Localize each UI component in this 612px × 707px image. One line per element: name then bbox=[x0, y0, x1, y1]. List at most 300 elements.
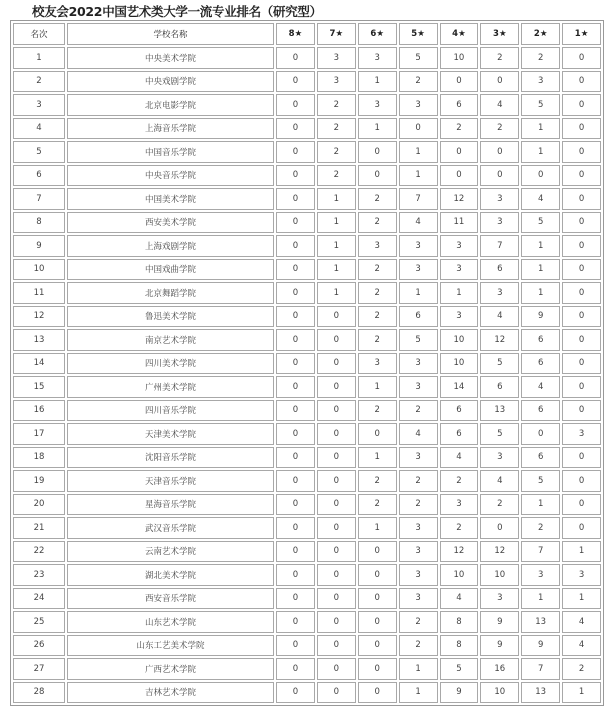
7-star-count: 2 bbox=[317, 118, 356, 140]
5-star-count: 2 bbox=[399, 400, 438, 422]
4-star-count: 11 bbox=[440, 212, 479, 234]
5-star-count: 1 bbox=[399, 282, 438, 304]
school-name-cell: 广西艺术学院 bbox=[67, 658, 274, 680]
3-star-count: 12 bbox=[480, 329, 519, 351]
6-star-count: 2 bbox=[358, 282, 397, 304]
8-star-count: 0 bbox=[276, 259, 315, 281]
5-star-count: 5 bbox=[399, 329, 438, 351]
rank-cell: 23 bbox=[13, 564, 65, 586]
3-star-count: 6 bbox=[480, 376, 519, 398]
4-star-count: 0 bbox=[440, 165, 479, 187]
table-row bbox=[13, 400, 601, 422]
5-star-count: 2 bbox=[399, 71, 438, 93]
2-star-count: 4 bbox=[521, 376, 560, 398]
6-star-count: 2 bbox=[358, 212, 397, 234]
2-star-count: 2 bbox=[521, 517, 560, 539]
8-star-count: 0 bbox=[276, 611, 315, 633]
4-star-count: 6 bbox=[440, 400, 479, 422]
rank-cell: 4 bbox=[13, 118, 65, 140]
7-star-count: 0 bbox=[317, 564, 356, 586]
3-star-count: 4 bbox=[480, 470, 519, 492]
1-star-count: 0 bbox=[562, 71, 601, 93]
7-star-count: 0 bbox=[317, 635, 356, 657]
3-star-count: 3 bbox=[480, 447, 519, 469]
8-star-count: 0 bbox=[276, 141, 315, 163]
7-star-count: 1 bbox=[317, 235, 356, 257]
school-name-cell: 上海音乐学院 bbox=[67, 118, 274, 140]
table-row bbox=[13, 259, 601, 281]
7-star-count: 0 bbox=[317, 658, 356, 680]
3-star-count: 13 bbox=[480, 400, 519, 422]
7-star-count: 0 bbox=[317, 611, 356, 633]
7-star-count: 3 bbox=[317, 71, 356, 93]
1-star-count: 0 bbox=[562, 47, 601, 69]
header-6-star: 6★ bbox=[358, 23, 397, 45]
7-star-count: 0 bbox=[317, 306, 356, 328]
school-name-cell: 山东工艺美术学院 bbox=[67, 635, 274, 657]
school-name-cell: 天津美术学院 bbox=[67, 423, 274, 445]
8-star-count: 0 bbox=[276, 564, 315, 586]
3-star-count: 0 bbox=[480, 517, 519, 539]
5-star-count: 3 bbox=[399, 564, 438, 586]
3-star-count: 0 bbox=[480, 165, 519, 187]
7-star-count: 0 bbox=[317, 541, 356, 563]
4-star-count: 0 bbox=[440, 71, 479, 93]
rank-cell: 20 bbox=[13, 494, 65, 516]
2-star-count: 1 bbox=[521, 141, 560, 163]
school-name-cell: 四川音乐学院 bbox=[67, 400, 274, 422]
4-star-count: 12 bbox=[440, 541, 479, 563]
8-star-count: 0 bbox=[276, 400, 315, 422]
table-row bbox=[13, 47, 601, 69]
8-star-count: 0 bbox=[276, 329, 315, 351]
1-star-count: 0 bbox=[562, 212, 601, 234]
school-name-cell: 西安美术学院 bbox=[67, 212, 274, 234]
school-name-cell: 四川美术学院 bbox=[67, 353, 274, 375]
school-name-cell: 吉林艺术学院 bbox=[67, 682, 274, 704]
4-star-count: 14 bbox=[440, 376, 479, 398]
1-star-count: 0 bbox=[562, 494, 601, 516]
rank-cell: 21 bbox=[13, 517, 65, 539]
3-star-count: 10 bbox=[480, 564, 519, 586]
4-star-count: 9 bbox=[440, 682, 479, 704]
8-star-count: 0 bbox=[276, 541, 315, 563]
1-star-count: 3 bbox=[562, 564, 601, 586]
1-star-count: 0 bbox=[562, 118, 601, 140]
4-star-count: 10 bbox=[440, 47, 479, 69]
3-star-count: 9 bbox=[480, 611, 519, 633]
3-star-count: 0 bbox=[480, 141, 519, 163]
table-row bbox=[13, 376, 601, 398]
4-star-count: 10 bbox=[440, 564, 479, 586]
rank-cell: 27 bbox=[13, 658, 65, 680]
5-star-count: 3 bbox=[399, 376, 438, 398]
table-row bbox=[13, 564, 601, 586]
7-star-count: 0 bbox=[317, 329, 356, 351]
school-name-cell: 中央戏剧学院 bbox=[67, 71, 274, 93]
8-star-count: 0 bbox=[276, 447, 315, 469]
6-star-count: 0 bbox=[358, 141, 397, 163]
school-name-cell: 中国音乐学院 bbox=[67, 141, 274, 163]
1-star-count: 2 bbox=[562, 658, 601, 680]
4-star-count: 12 bbox=[440, 188, 479, 210]
3-star-count: 7 bbox=[480, 235, 519, 257]
school-name-cell: 云南艺术学院 bbox=[67, 541, 274, 563]
8-star-count: 0 bbox=[276, 423, 315, 445]
6-star-count: 0 bbox=[358, 165, 397, 187]
2-star-count: 1 bbox=[521, 259, 560, 281]
table-row bbox=[13, 188, 601, 210]
5-star-count: 5 bbox=[399, 47, 438, 69]
school-name-cell: 湖北美术学院 bbox=[67, 564, 274, 586]
1-star-count: 1 bbox=[562, 541, 601, 563]
1-star-count: 0 bbox=[562, 329, 601, 351]
4-star-count: 10 bbox=[440, 353, 479, 375]
table-row bbox=[13, 494, 601, 516]
4-star-count: 6 bbox=[440, 94, 479, 116]
school-name-cell: 西安音乐学院 bbox=[67, 588, 274, 610]
7-star-count: 0 bbox=[317, 494, 356, 516]
5-star-count: 6 bbox=[399, 306, 438, 328]
2-star-count: 5 bbox=[521, 470, 560, 492]
5-star-count: 3 bbox=[399, 588, 438, 610]
2-star-count: 3 bbox=[521, 71, 560, 93]
rank-cell: 8 bbox=[13, 212, 65, 234]
5-star-count: 3 bbox=[399, 235, 438, 257]
table-row bbox=[13, 470, 601, 492]
5-star-count: 0 bbox=[399, 118, 438, 140]
8-star-count: 0 bbox=[276, 494, 315, 516]
6-star-count: 2 bbox=[358, 470, 397, 492]
5-star-count: 3 bbox=[399, 259, 438, 281]
rank-cell: 12 bbox=[13, 306, 65, 328]
5-star-count: 1 bbox=[399, 658, 438, 680]
rank-cell: 6 bbox=[13, 165, 65, 187]
3-star-count: 0 bbox=[480, 71, 519, 93]
8-star-count: 0 bbox=[276, 517, 315, 539]
7-star-count: 3 bbox=[317, 47, 356, 69]
2-star-count: 1 bbox=[521, 235, 560, 257]
3-star-count: 12 bbox=[480, 541, 519, 563]
table-row bbox=[13, 71, 601, 93]
5-star-count: 2 bbox=[399, 635, 438, 657]
4-star-count: 2 bbox=[440, 517, 479, 539]
4-star-count: 8 bbox=[440, 635, 479, 657]
school-name-cell: 上海戏剧学院 bbox=[67, 235, 274, 257]
school-name-cell: 天津音乐学院 bbox=[67, 470, 274, 492]
rank-cell: 5 bbox=[13, 141, 65, 163]
header-7-star: 7★ bbox=[317, 23, 356, 45]
5-star-count: 2 bbox=[399, 611, 438, 633]
1-star-count: 0 bbox=[562, 447, 601, 469]
4-star-count: 4 bbox=[440, 588, 479, 610]
6-star-count: 1 bbox=[358, 118, 397, 140]
6-star-count: 0 bbox=[358, 541, 397, 563]
1-star-count: 0 bbox=[562, 470, 601, 492]
school-name-cell: 北京电影学院 bbox=[67, 94, 274, 116]
8-star-count: 0 bbox=[276, 353, 315, 375]
rank-cell: 24 bbox=[13, 588, 65, 610]
3-star-count: 10 bbox=[480, 682, 519, 704]
2-star-count: 1 bbox=[521, 494, 560, 516]
8-star-count: 0 bbox=[276, 235, 315, 257]
4-star-count: 8 bbox=[440, 611, 479, 633]
5-star-count: 3 bbox=[399, 541, 438, 563]
7-star-count: 0 bbox=[317, 400, 356, 422]
table-row bbox=[13, 235, 601, 257]
6-star-count: 3 bbox=[358, 47, 397, 69]
school-name-cell: 中国美术学院 bbox=[67, 188, 274, 210]
rank-cell: 11 bbox=[13, 282, 65, 304]
4-star-count: 3 bbox=[440, 306, 479, 328]
3-star-count: 2 bbox=[480, 494, 519, 516]
school-name-cell: 山东艺术学院 bbox=[67, 611, 274, 633]
5-star-count: 7 bbox=[399, 188, 438, 210]
header-4-star: 4★ bbox=[440, 23, 479, 45]
4-star-count: 2 bbox=[440, 470, 479, 492]
5-star-count: 2 bbox=[399, 470, 438, 492]
table-row bbox=[13, 306, 601, 328]
6-star-count: 0 bbox=[358, 658, 397, 680]
7-star-count: 0 bbox=[317, 517, 356, 539]
6-star-count: 0 bbox=[358, 423, 397, 445]
school-name-cell: 中央音乐学院 bbox=[67, 165, 274, 187]
2-star-count: 4 bbox=[521, 188, 560, 210]
8-star-count: 0 bbox=[276, 94, 315, 116]
5-star-count: 1 bbox=[399, 141, 438, 163]
4-star-count: 1 bbox=[440, 282, 479, 304]
8-star-count: 0 bbox=[276, 470, 315, 492]
7-star-count: 2 bbox=[317, 165, 356, 187]
table-row bbox=[13, 611, 601, 633]
table-row bbox=[13, 282, 601, 304]
8-star-count: 0 bbox=[276, 71, 315, 93]
table-row bbox=[13, 635, 601, 657]
header-3-star: 3★ bbox=[480, 23, 519, 45]
rank-cell: 15 bbox=[13, 376, 65, 398]
6-star-count: 2 bbox=[358, 494, 397, 516]
table-row bbox=[13, 682, 601, 704]
8-star-count: 0 bbox=[276, 188, 315, 210]
6-star-count: 1 bbox=[358, 447, 397, 469]
7-star-count: 0 bbox=[317, 470, 356, 492]
6-star-count: 0 bbox=[358, 564, 397, 586]
6-star-count: 0 bbox=[358, 682, 397, 704]
2-star-count: 6 bbox=[521, 400, 560, 422]
1-star-count: 0 bbox=[562, 376, 601, 398]
1-star-count: 0 bbox=[562, 141, 601, 163]
6-star-count: 0 bbox=[358, 611, 397, 633]
3-star-count: 2 bbox=[480, 47, 519, 69]
rank-cell: 13 bbox=[13, 329, 65, 351]
table-row bbox=[13, 212, 601, 234]
2-star-count: 7 bbox=[521, 658, 560, 680]
table-row bbox=[13, 423, 601, 445]
3-star-count: 16 bbox=[480, 658, 519, 680]
1-star-count: 0 bbox=[562, 517, 601, 539]
1-star-count: 3 bbox=[562, 423, 601, 445]
table-header-row bbox=[13, 23, 601, 45]
2-star-count: 6 bbox=[521, 329, 560, 351]
1-star-count: 0 bbox=[562, 400, 601, 422]
3-star-count: 3 bbox=[480, 282, 519, 304]
3-star-count: 2 bbox=[480, 118, 519, 140]
2-star-count: 5 bbox=[521, 212, 560, 234]
7-star-count: 1 bbox=[317, 259, 356, 281]
rank-cell: 17 bbox=[13, 423, 65, 445]
3-star-count: 9 bbox=[480, 635, 519, 657]
rank-cell: 25 bbox=[13, 611, 65, 633]
8-star-count: 0 bbox=[276, 635, 315, 657]
6-star-count: 3 bbox=[358, 94, 397, 116]
7-star-count: 0 bbox=[317, 682, 356, 704]
4-star-count: 3 bbox=[440, 494, 479, 516]
table-row bbox=[13, 541, 601, 563]
3-star-count: 5 bbox=[480, 423, 519, 445]
1-star-count: 0 bbox=[562, 188, 601, 210]
table-row bbox=[13, 447, 601, 469]
5-star-count: 2 bbox=[399, 494, 438, 516]
3-star-count: 3 bbox=[480, 188, 519, 210]
2-star-count: 0 bbox=[521, 423, 560, 445]
7-star-count: 0 bbox=[317, 376, 356, 398]
7-star-count: 1 bbox=[317, 282, 356, 304]
8-star-count: 0 bbox=[276, 282, 315, 304]
8-star-count: 0 bbox=[276, 165, 315, 187]
2-star-count: 1 bbox=[521, 118, 560, 140]
table-row bbox=[13, 517, 601, 539]
5-star-count: 1 bbox=[399, 165, 438, 187]
table-row bbox=[13, 141, 601, 163]
1-star-count: 0 bbox=[562, 306, 601, 328]
7-star-count: 0 bbox=[317, 447, 356, 469]
3-star-count: 6 bbox=[480, 259, 519, 281]
header-2-star: 2★ bbox=[521, 23, 560, 45]
6-star-count: 3 bbox=[358, 235, 397, 257]
school-name-cell: 中央美术学院 bbox=[67, 47, 274, 69]
4-star-count: 5 bbox=[440, 658, 479, 680]
2-star-count: 5 bbox=[521, 94, 560, 116]
table-row bbox=[13, 353, 601, 375]
2-star-count: 6 bbox=[521, 447, 560, 469]
8-star-count: 0 bbox=[276, 118, 315, 140]
school-name-cell: 武汉音乐学院 bbox=[67, 517, 274, 539]
6-star-count: 1 bbox=[358, 376, 397, 398]
8-star-count: 0 bbox=[276, 682, 315, 704]
7-star-count: 0 bbox=[317, 423, 356, 445]
2-star-count: 13 bbox=[521, 611, 560, 633]
7-star-count: 1 bbox=[317, 188, 356, 210]
2-star-count: 6 bbox=[521, 353, 560, 375]
header-8-star: 8★ bbox=[276, 23, 315, 45]
5-star-count: 4 bbox=[399, 423, 438, 445]
7-star-count: 2 bbox=[317, 141, 356, 163]
4-star-count: 3 bbox=[440, 259, 479, 281]
1-star-count: 1 bbox=[562, 588, 601, 610]
2-star-count: 9 bbox=[521, 306, 560, 328]
7-star-count: 2 bbox=[317, 94, 356, 116]
6-star-count: 1 bbox=[358, 517, 397, 539]
rank-cell: 16 bbox=[13, 400, 65, 422]
6-star-count: 2 bbox=[358, 259, 397, 281]
page-title: 校友会2022中国艺术类大学一流专业排名（研究型） bbox=[32, 4, 322, 19]
2-star-count: 2 bbox=[521, 47, 560, 69]
1-star-count: 4 bbox=[562, 611, 601, 633]
5-star-count: 1 bbox=[399, 682, 438, 704]
rank-cell: 14 bbox=[13, 353, 65, 375]
8-star-count: 0 bbox=[276, 306, 315, 328]
8-star-count: 0 bbox=[276, 376, 315, 398]
3-star-count: 4 bbox=[480, 306, 519, 328]
school-name-cell: 广州美术学院 bbox=[67, 376, 274, 398]
6-star-count: 1 bbox=[358, 71, 397, 93]
school-name-cell: 南京艺术学院 bbox=[67, 329, 274, 351]
rank-cell: 18 bbox=[13, 447, 65, 469]
header-5-star: 5★ bbox=[399, 23, 438, 45]
8-star-count: 0 bbox=[276, 47, 315, 69]
6-star-count: 2 bbox=[358, 400, 397, 422]
6-star-count: 0 bbox=[358, 635, 397, 657]
4-star-count: 6 bbox=[440, 423, 479, 445]
1-star-count: 0 bbox=[562, 235, 601, 257]
rank-cell: 2 bbox=[13, 71, 65, 93]
6-star-count: 2 bbox=[358, 329, 397, 351]
rank-cell: 9 bbox=[13, 235, 65, 257]
2-star-count: 1 bbox=[521, 588, 560, 610]
1-star-count: 0 bbox=[562, 282, 601, 304]
4-star-count: 4 bbox=[440, 447, 479, 469]
school-name-cell: 中国戏曲学院 bbox=[67, 259, 274, 281]
3-star-count: 3 bbox=[480, 588, 519, 610]
2-star-count: 0 bbox=[521, 165, 560, 187]
ranking-table bbox=[10, 20, 604, 706]
7-star-count: 0 bbox=[317, 588, 356, 610]
5-star-count: 3 bbox=[399, 353, 438, 375]
table-row bbox=[13, 94, 601, 116]
8-star-count: 0 bbox=[276, 658, 315, 680]
table-row bbox=[13, 329, 601, 351]
2-star-count: 1 bbox=[521, 282, 560, 304]
rank-cell: 10 bbox=[13, 259, 65, 281]
rank-cell: 19 bbox=[13, 470, 65, 492]
header-rank: 名次 bbox=[13, 23, 65, 45]
school-name-cell: 北京舞蹈学院 bbox=[67, 282, 274, 304]
2-star-count: 3 bbox=[521, 564, 560, 586]
rank-cell: 7 bbox=[13, 188, 65, 210]
school-name-cell: 星海音乐学院 bbox=[67, 494, 274, 516]
rank-cell: 3 bbox=[13, 94, 65, 116]
rank-cell: 22 bbox=[13, 541, 65, 563]
6-star-count: 2 bbox=[358, 188, 397, 210]
3-star-count: 5 bbox=[480, 353, 519, 375]
4-star-count: 0 bbox=[440, 141, 479, 163]
5-star-count: 3 bbox=[399, 517, 438, 539]
school-name-cell: 沈阳音乐学院 bbox=[67, 447, 274, 469]
header-school-name: 学校名称 bbox=[67, 23, 274, 45]
rank-cell: 28 bbox=[13, 682, 65, 704]
1-star-count: 0 bbox=[562, 353, 601, 375]
table-row bbox=[13, 658, 601, 680]
6-star-count: 3 bbox=[358, 353, 397, 375]
1-star-count: 1 bbox=[562, 682, 601, 704]
table-row bbox=[13, 165, 601, 187]
4-star-count: 10 bbox=[440, 329, 479, 351]
4-star-count: 3 bbox=[440, 235, 479, 257]
5-star-count: 4 bbox=[399, 212, 438, 234]
3-star-count: 3 bbox=[480, 212, 519, 234]
rank-cell: 26 bbox=[13, 635, 65, 657]
4-star-count: 2 bbox=[440, 118, 479, 140]
